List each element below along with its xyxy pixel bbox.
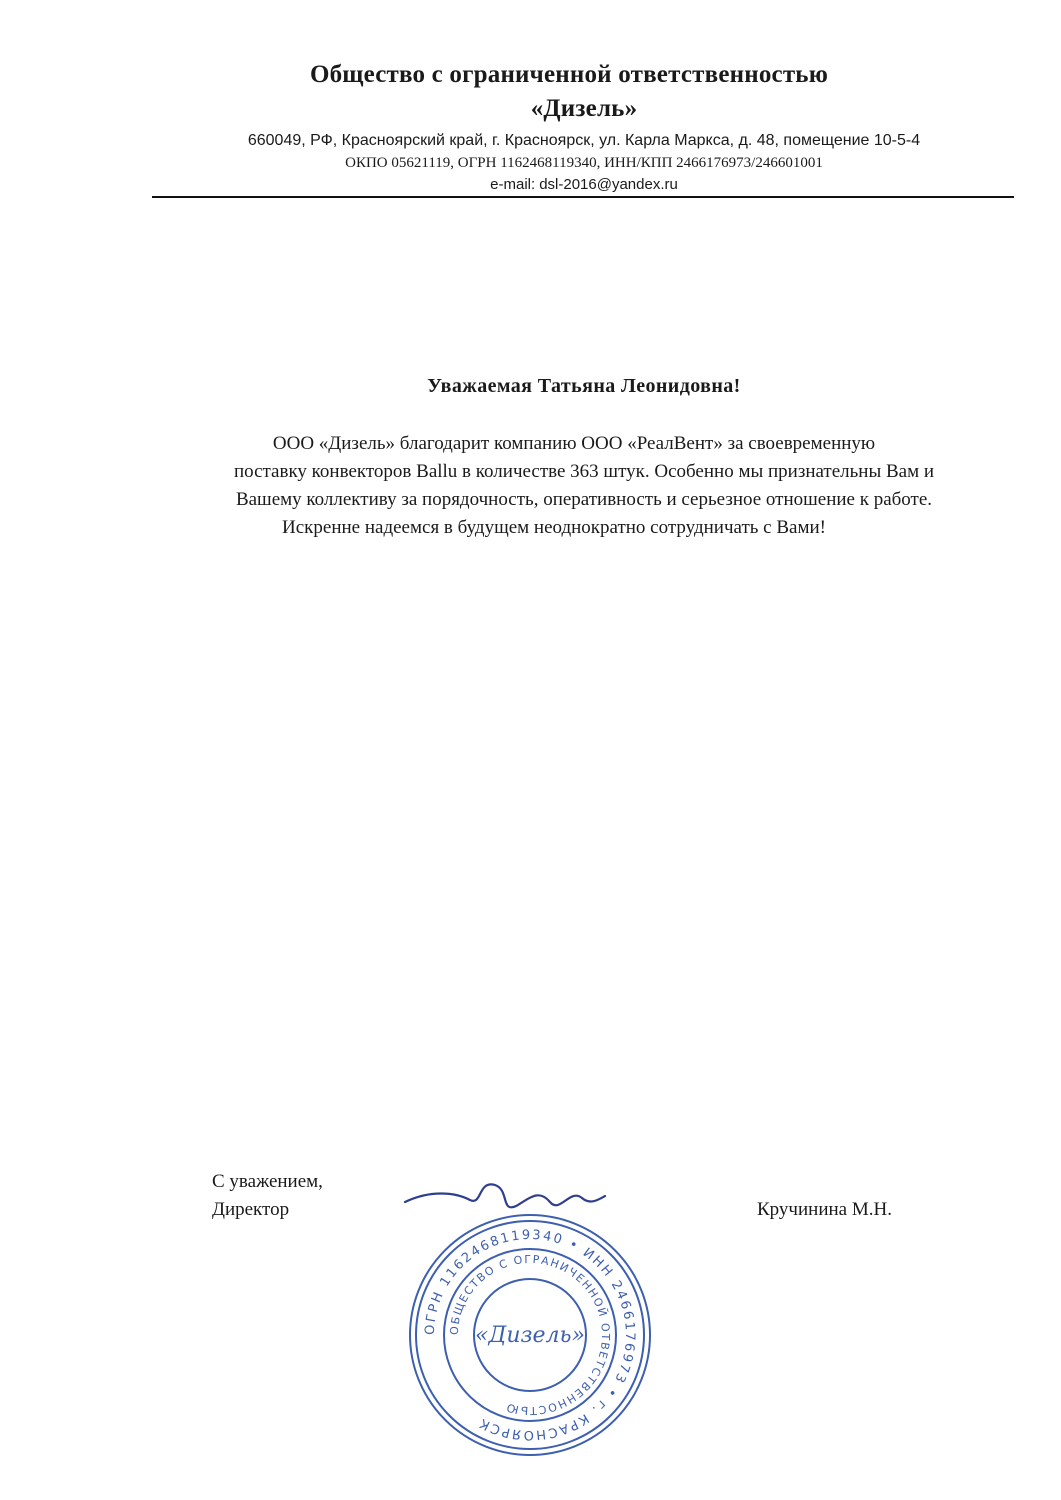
seal-center-text: «Дизель» xyxy=(475,1323,585,1348)
closing-phrase: С уважением, xyxy=(212,1171,323,1192)
body-line: ООО «Дизель» благодарит компанию ООО «РеалВент» за своевременную xyxy=(272,433,876,454)
body-line: Искренне надеемся в будущем неоднократно сотрудничать с Вами! xyxy=(282,517,826,538)
seal-stamp-graphic xyxy=(410,1215,650,1455)
letter-body xyxy=(150,430,1018,542)
company-registration-codes: ОКПО 05621119, ОГРН 1162468119340, ИНН/КПП 2466176973/246601001 xyxy=(345,155,823,171)
company-type: Общество с ограниченной ответственностью xyxy=(309,61,829,88)
signer-name: Кручинина М.Н. xyxy=(757,1199,892,1220)
letterhead xyxy=(150,58,1018,196)
company-email xyxy=(150,174,1018,196)
company-name: «Дизель» xyxy=(530,95,638,122)
email-label: e-mail: xyxy=(490,176,536,193)
body-line: Вашему коллективу за порядочность, оперативность и серьезное отношение к работе. xyxy=(235,489,933,510)
company-address: 660049, РФ, Красноярский край, г. Красноярск, ул. Карла Маркса, д. 48, помещение 10-5-4 xyxy=(247,132,921,149)
email-address: dsl-2016@yandex.ru xyxy=(539,176,678,193)
seal-outer-ring-text: ОГРН 1162468119340 • ИНН 2466176973 • г. КРАСНОЯРСК xyxy=(422,1227,638,1443)
company-seal xyxy=(400,1160,660,1490)
salutation: Уважаемая Татьяна Леонидовна! xyxy=(427,375,741,397)
seal-inner-ring-text: ОБЩЕСТВО С ОГРАНИЧЕННОЙ ОТВЕТСТВЕННОСТЬЮ xyxy=(447,1252,613,1418)
signature-closing xyxy=(212,1168,323,1224)
body-line: поставку конвекторов Ballu в количестве 363 штук. Особенно мы признательны Вам и xyxy=(233,461,935,482)
signer-position: Директор xyxy=(212,1199,290,1220)
handwritten-signature xyxy=(405,1184,605,1207)
letterhead-divider xyxy=(152,196,1014,198)
